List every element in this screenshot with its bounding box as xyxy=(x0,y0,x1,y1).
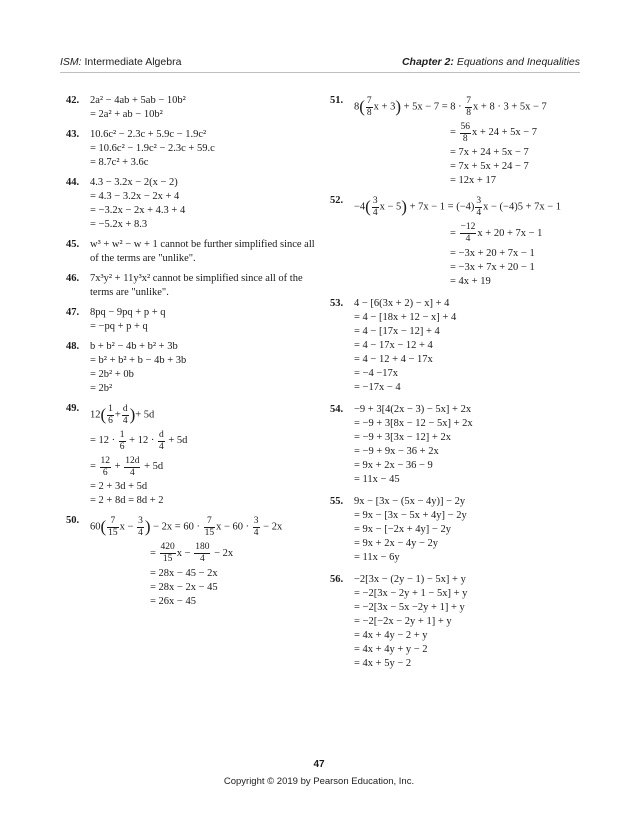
step: 9x − [3x − (5x − 4y)] − 2y xyxy=(354,495,466,507)
step: b + b² − 4b + b² + 3b xyxy=(90,341,178,352)
header-book-prefix: ISM: xyxy=(60,56,82,68)
problem-55 xyxy=(330,495,584,565)
left-column xyxy=(66,94,320,615)
explanation-text: 7x³y² + 11y³x² cannot be simplified since all of the terms are "unlike". xyxy=(90,273,303,298)
step: = 7x + 5x + 24 − 7 xyxy=(450,161,529,173)
step: = −9 + 3[8x − 12 − 5x] + 2x xyxy=(354,417,473,429)
problem-42 xyxy=(66,94,320,122)
problem-44 xyxy=(66,176,320,232)
problem-number: 45. xyxy=(66,239,80,250)
page-number: 47 xyxy=(313,759,325,770)
problem-50 xyxy=(66,514,320,608)
problem-number: 49. xyxy=(66,403,80,414)
step: = 12 · $\frac{1}{6}$ + 12 · $\frac{d}{4}$ + 5d xyxy=(90,429,188,452)
step: = 8.7c² + 3.6c xyxy=(90,157,149,168)
step: = $\frac{420}{15}$ x − $\frac{180}{4}$ − 2x xyxy=(150,541,234,564)
problem-51 xyxy=(330,94,584,188)
step: = 4.3 − 3.2x − 2x + 4 xyxy=(90,191,180,202)
problem-number: 47. xyxy=(66,307,80,318)
problem-number: 42. xyxy=(66,95,80,106)
step: = b² + b² + b − 4b + 3b xyxy=(90,355,187,366)
step: = 2a² + ab − 10b² xyxy=(90,109,163,120)
step: = 4 − 12 + 4 − 17x xyxy=(354,353,433,365)
step: 8pq − 9pq + p + q xyxy=(90,307,166,318)
step: 60( $\frac{7}{15}$ x − $\frac{3}{4}$ ) − 2x = 60 · $\frac{7}{15}$ x − 60 · $\frac{3}{4}$ − 2x xyxy=(90,515,283,538)
problem-46 xyxy=(66,272,320,300)
problem-number: 50. xyxy=(66,515,80,527)
problem-number: 53. xyxy=(330,297,344,309)
step: = 12x + 17 xyxy=(450,175,496,187)
header-book-title: Intermediate Algebra xyxy=(84,56,182,68)
problem-53 xyxy=(330,297,584,395)
step: = 7x + 24 + 5x − 7 xyxy=(450,147,529,159)
step: = 2 + 3d + 5d xyxy=(90,481,148,493)
step: −4( $\frac{3}{4}$ x − 5) + 7x − 1 = (−4) $\frac{3}{4}$ x − (−4)5 + 7x − 1 xyxy=(354,195,562,218)
problem-number: 54. xyxy=(330,403,344,415)
step: = $\frac{12}{6}$ + $\frac{12d}{4}$ + 5d xyxy=(90,455,164,478)
step: = 2b² xyxy=(90,383,113,394)
step: = −17x − 4 xyxy=(354,381,401,393)
step: = 4 − 17x − 12 + 4 xyxy=(354,339,433,351)
problem-number: 55. xyxy=(330,495,344,507)
step: = 11x − 6y xyxy=(354,551,400,563)
problem-48 xyxy=(66,340,320,396)
step: = 4x + 19 xyxy=(450,275,491,287)
step: 8( $\frac{7}{8}$ x + 3) + 5x − 7 = 8 · $\frac{7}{8}$ x + 8 · 3 + 5x − 7 xyxy=(354,95,547,118)
problem-56 xyxy=(330,573,584,671)
step: 2a² − 4ab + 5ab − 10b² xyxy=(90,95,186,106)
step: = 2 + 8d = 8d + 2 xyxy=(90,495,164,507)
running-header-left xyxy=(60,56,181,68)
problem-54 xyxy=(330,403,584,487)
copyright-notice: Copyright © 2019 by Pearson Education, Inc. xyxy=(223,776,415,787)
problem-number: 51. xyxy=(330,95,344,106)
step: = −4 −17x xyxy=(354,367,399,379)
step: = −2[3x − 2y + 1 − 5x] + y xyxy=(354,587,468,599)
problem-52 xyxy=(330,194,584,288)
step: = −3.2x − 2x + 4.3 + 4 xyxy=(90,205,186,216)
problem-number: 56. xyxy=(330,573,344,585)
step: 12( $\frac{1}{6}$ + $\frac{d}{4}$ )+ 5d xyxy=(90,403,155,426)
step: −2[3x − (2y − 1) − 5x] + y xyxy=(354,573,466,585)
explanation-text: w³ + w² − w + 1 cannot be further simplified since all of the terms are "unlike". xyxy=(90,239,315,264)
step: = 9x − [−2x + 4y] − 2y xyxy=(354,523,451,535)
problem-number: 48. xyxy=(66,341,80,352)
step: = −3x + 7x + 20 − 1 xyxy=(450,261,535,273)
problem-47 xyxy=(66,306,320,334)
step: = 28x − 45 − 2x xyxy=(150,567,218,579)
step: = −9 + 9x − 36 + 2x xyxy=(354,445,439,457)
step: = 10.6c² − 1.9c² − 2.3c + 59.c xyxy=(90,143,215,154)
step: = $\frac{-12}{4}$ x + 20 + 7x − 1 xyxy=(450,221,543,244)
step: = −3x + 20 + 7x − 1 xyxy=(450,247,535,259)
problem-number: 46. xyxy=(66,273,80,284)
header-rule xyxy=(60,72,580,73)
step: = $\frac{56}{8}$ x + 24 + 5x − 7 xyxy=(450,121,538,144)
step: = 4x + 4y + y − 2 xyxy=(354,643,428,655)
step: = 9x + 2x − 4y − 2y xyxy=(354,537,439,549)
right-column xyxy=(330,94,584,677)
problem-43 xyxy=(66,128,320,170)
header-chapter-prefix: Chapter 2: xyxy=(401,56,454,68)
step: = 2b² + 0b xyxy=(90,369,134,380)
step: = 4x + 4y − 2 + y xyxy=(354,629,428,641)
step: = 4 − [17x − 12] + 4 xyxy=(354,325,440,337)
problem-45 xyxy=(66,238,320,266)
step: = 4 − [18x + 12 − x] + 4 xyxy=(354,311,457,323)
problem-number: 43. xyxy=(66,129,80,140)
step: −9 + 3[4(2x − 3) − 5x] + 2x xyxy=(354,403,472,415)
step: = 26x − 45 xyxy=(150,595,196,607)
step: = −pq + p + q xyxy=(90,321,148,332)
step: = −9 + 3[3x − 12] + 2x xyxy=(354,431,451,443)
step: = 4x + 5y − 2 xyxy=(354,657,412,669)
problem-number: 52. xyxy=(330,195,344,207)
step: = 11x − 45 xyxy=(354,473,400,485)
step: 4.3 − 3.2x − 2(x − 2) xyxy=(90,177,178,188)
step: = −2[3x − 5x −2y + 1] + y xyxy=(354,601,465,613)
problem-49 xyxy=(66,402,320,508)
step: 4 − [6(3x + 2) − x] + 4 xyxy=(354,297,450,309)
running-header-right xyxy=(402,56,580,68)
step: = 9x − [3x − 5x + 4y] − 2y xyxy=(354,509,467,521)
step: 10.6c² − 2.3c + 5.9c − 1.9c² xyxy=(90,129,207,140)
step: = −5.2x + 8.3 xyxy=(90,219,148,230)
problem-number: 44. xyxy=(66,177,80,188)
step: = −2[−2x − 2y + 1] + y xyxy=(354,615,452,627)
header-chapter-title: Equations and Inequalities xyxy=(456,56,580,68)
step: = 9x + 2x − 36 − 9 xyxy=(354,459,433,471)
step: = 28x − 2x − 45 xyxy=(150,581,218,593)
